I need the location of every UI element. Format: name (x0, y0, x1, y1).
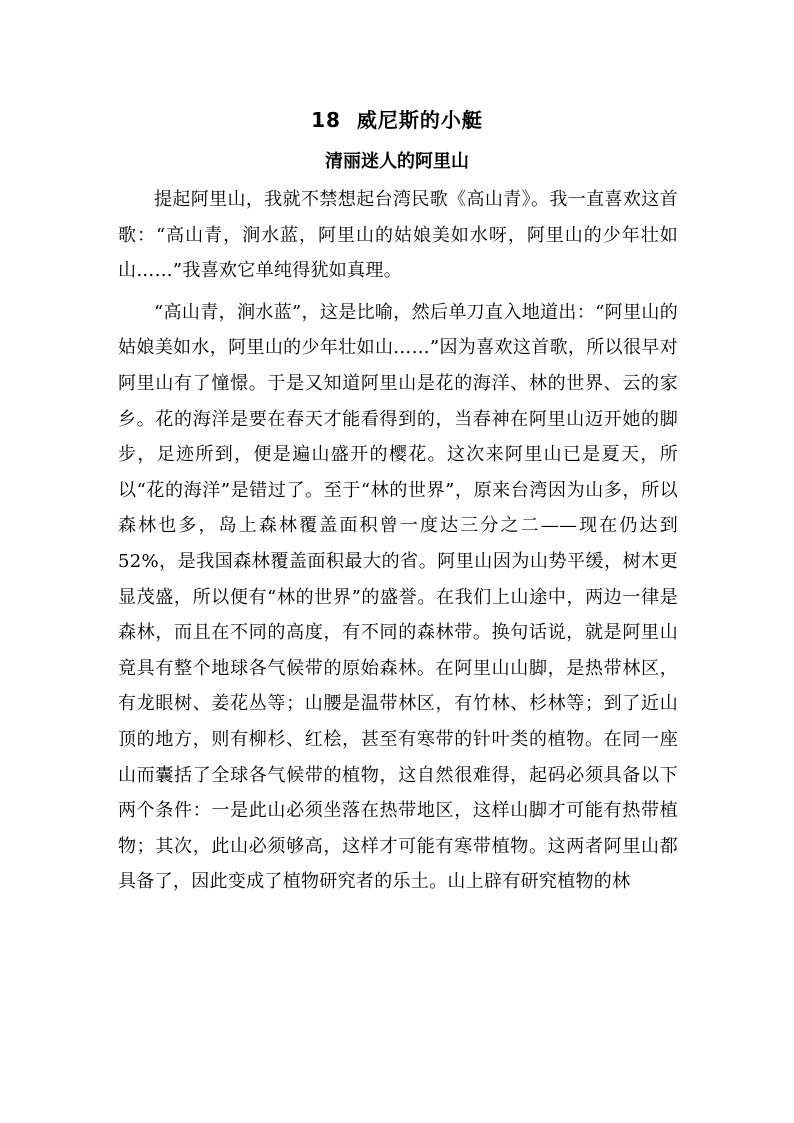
paragraph-1: 提起阿里山，我就不禁想起台湾民歌《高山青》。我一直喜欢这首歌：“高山青，涧水蓝，阿里山的姑娘美如水呀，阿里山的少年壮如山……”我喜欢它单纯得犹如真理。 (118, 189, 678, 282)
lesson-number: 18 (311, 108, 341, 132)
paragraph-2: “高山青，涧水蓝”，这是比喻，然后单刀直入地道出：“阿里山的姑娘美如水，阿里山的少年壮如山……”因为喜欢这首歌，所以很早对阿里山有了憧憬。于是又知道阿里山是花的海洋、林的世界、云的家乡。花的海洋是要在春天才能看得到的，当春神在阿里山迈开她的脚步，足迹所到，便是遍山盛开的樱花。这次来阿里山已是夏天，所以“花的海洋”是错过了。至于“林的世界”，原来台湾因为山多，所以森林也多，岛上森林覆盖面积曾一度达三分之二——现在仍达到52%，是我国森林覆盖面积最大的省。阿里山因为山势平缓，树木更显茂盛，所以便有“林的世界”的盛誉。在我们上山途中，两边一律是森林，而且在不同的高度，有不同的森林带。换句话说，就是阿里山竟具有整个地球各气候带的原始森林。在阿里山山脚，是热带林区，有龙眼树、姜花丛等；山腰是温带林区，有竹林、杉林等；到了近山顶的地方，则有柳杉、红桧，甚至有寒带的针叶类的植物。在同一座山而囊括了全球各气候带的植物，这自然很难得，起码必须具备以下两个条件：一是此山必须坐落在热带地区，这样山脚才可能有热带植物；其次，此山必须够高，这样才可能有寒带植物。这两者阿里山都具备了，因此变成了植物研究者的乐土。山上辟有研究植物的林 (118, 301, 678, 893)
article-body (118, 182, 678, 906)
lesson-title (0, 104, 794, 133)
article-subtitle: 清丽迷人的阿里山 (325, 151, 469, 172)
lesson-title-text: 威尼斯的小艇 (356, 108, 483, 132)
